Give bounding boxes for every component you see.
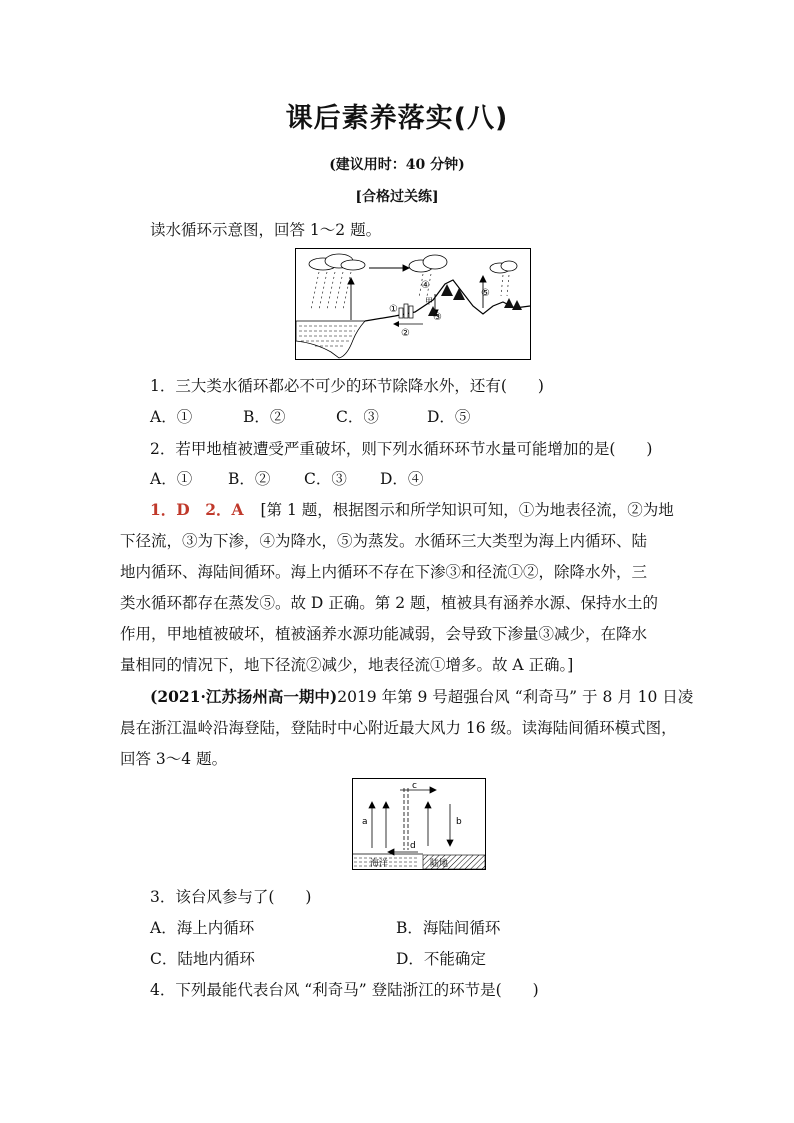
answer-text: [第 1 题，根据图示和所学知识可知，①为地表径流，②为地 (260, 501, 674, 519)
answer-1-2-line-1 (150, 498, 674, 520)
label-jia: 甲 (425, 297, 433, 306)
answer-line-6: 量相同的情况下，地下径流②减少，地表径流①增多。故 A 正确。] (120, 656, 574, 674)
fig2-label-a: a (362, 817, 368, 827)
q2-option-d: D．④ (380, 470, 424, 488)
answer-line-5: 作用，甲地植被破坏，植被涵养水源功能减弱，会导致下渗量③减少，在降水 (120, 625, 648, 643)
q3-option-b: B．海陆间循环 (396, 919, 501, 937)
q1-option-d: D．⑤ (427, 408, 471, 426)
fig2-label-b: b (456, 817, 462, 827)
fig2-land: 陆地 (430, 859, 449, 869)
q2-option-c: C．③ (304, 470, 347, 488)
q2-stem: 2．若甲地植被遭受严重破坏，则下列水循环环节水量可能增加的是( ) (150, 440, 653, 458)
q1-option-a: A．① (150, 408, 193, 426)
q1-option-c: C．③ (336, 408, 379, 426)
section-label: [合格过关练] (355, 189, 439, 205)
q3-option-d: D．不能确定 (396, 950, 486, 968)
q4-stem: 4．下列最能代表台风 “利奇马” 登陆浙江的环节是( ) (150, 981, 539, 999)
intro-2-line-1 (150, 685, 693, 707)
fig2-label-c: c (412, 781, 417, 791)
water-cycle-diagram (295, 248, 531, 360)
q1-stem: 1．三大类水循环都必不可少的环节除降水外，还有( ) (150, 377, 544, 395)
q3-stem: 3．该台风参与了( ) (150, 888, 312, 906)
q2-option-a: A．① (150, 470, 193, 488)
q2-option-b: B．② (228, 470, 271, 488)
intro-2-text: 2019 年第 9 号超强台风 “利奇马” 于 8 月 10 日凌 (337, 688, 694, 706)
q1-option-b: B．② (243, 408, 286, 426)
answer-line-3: 地内循环、海陆间循环。海上内循环不存在下渗③和径流①②，除降水外，三 (120, 563, 648, 581)
intro-2-source: (2021·江苏扬州高一期中) (150, 687, 338, 706)
time-note: (建议用时：40 分钟) (329, 157, 465, 173)
label-2: ② (401, 328, 410, 339)
label-5: ⑤ (481, 288, 490, 299)
answer-key: 1．D 2．A (150, 500, 244, 519)
answer-line-2: 下径流，③为下渗，④为降水，⑤为蒸发。水循环三大类型为海上内循环、陆 (120, 532, 648, 550)
intro-2-line-2: 晨在浙江温岭沿海登陆，登陆时中心附近最大风力 16 级。读海陆间循环模式图， (120, 719, 677, 737)
fig2-label-d: d (410, 841, 416, 851)
label-4: ④ (421, 280, 430, 291)
label-3: ③ (433, 312, 442, 323)
q3-option-a: A．海上内循环 (150, 919, 255, 937)
label-1: ① (389, 304, 398, 315)
intro-2-line-3: 回答 3～4 题。 (120, 750, 228, 768)
fig2-sea: 海洋 (370, 859, 389, 869)
intro-1: 读水循环示意图，回答 1～2 题。 (150, 221, 382, 239)
q3-option-c: C．陆地内循环 (150, 950, 255, 968)
sea-land-cycle-diagram (352, 778, 486, 870)
answer-line-4: 类水循环都存在蒸发⑤。故 D 正确。第 2 题，植被具有涵养水源、保持水土的 (120, 594, 658, 612)
page-title: 课后素养落实(八) (285, 103, 509, 134)
